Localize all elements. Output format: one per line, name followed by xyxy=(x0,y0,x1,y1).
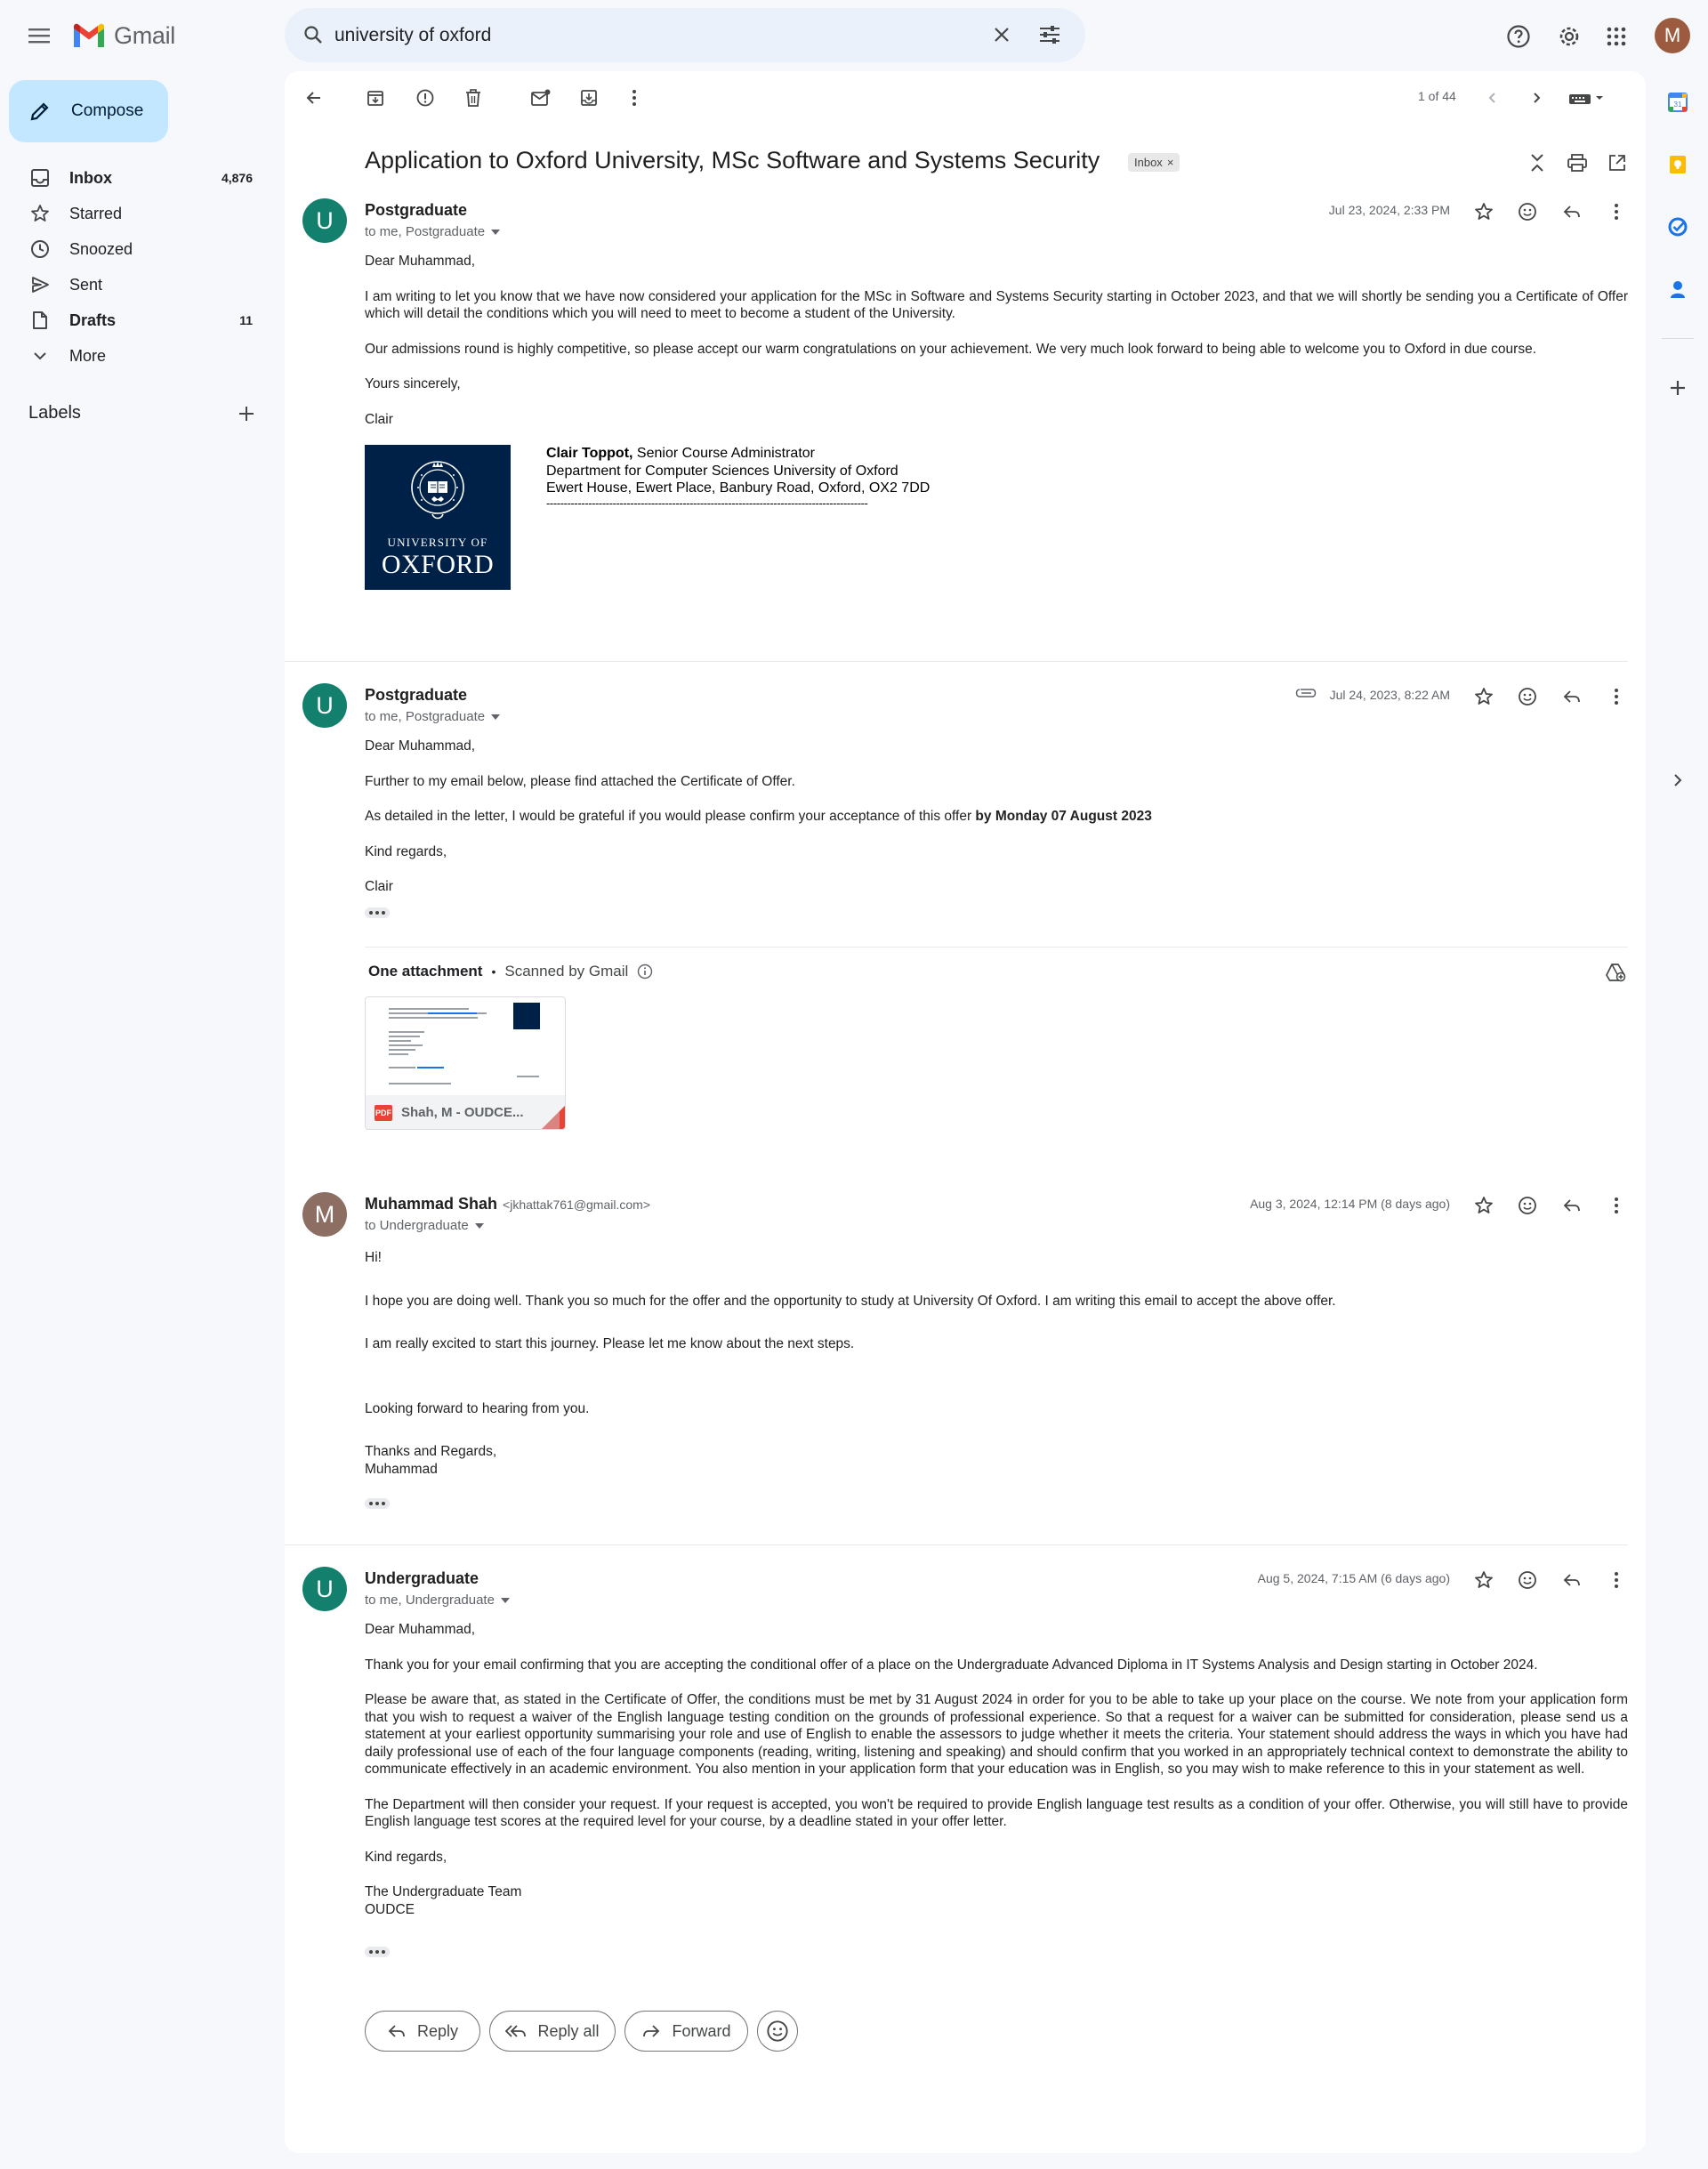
pencil-icon xyxy=(28,100,52,123)
show-trimmed-content-button[interactable] xyxy=(365,1947,390,1957)
caret-down-icon[interactable] xyxy=(474,1222,485,1230)
forward-button[interactable] xyxy=(624,2011,748,2052)
search-icon[interactable] xyxy=(299,20,327,49)
clock-icon xyxy=(30,239,50,259)
star-icon[interactable] xyxy=(1471,199,1496,224)
closing: Thanks and Regards, xyxy=(365,1444,497,1459)
email-signature xyxy=(546,445,1169,510)
search-bar[interactable] xyxy=(285,8,1085,62)
reply-all-button[interactable] xyxy=(489,2011,616,2052)
pdf-preview-thumbnail xyxy=(366,997,566,1095)
show-side-panel-chevron-icon[interactable] xyxy=(1666,769,1689,792)
reply-all-label: Reply all xyxy=(537,2021,600,2040)
pagination-count: 1 of 44 xyxy=(1418,89,1456,103)
closing: Kind regards, xyxy=(365,843,447,859)
sidebar-item-label: Sent xyxy=(69,275,103,294)
org-name: OUDCE xyxy=(365,1901,415,1917)
caret-down-icon[interactable] xyxy=(490,714,501,721)
gmail-logo[interactable] xyxy=(71,20,196,52)
app-name: Gmail xyxy=(114,21,176,49)
recipients-text: to Undergraduate xyxy=(365,1218,469,1233)
sidebar-item-snoozed[interactable] xyxy=(0,231,267,267)
contacts-icon[interactable] xyxy=(1666,278,1689,301)
more-vert-icon[interactable] xyxy=(1604,1568,1629,1592)
signoff-name: Muhammad xyxy=(365,1461,438,1477)
signature-role: Senior Course Administrator xyxy=(632,446,815,461)
attachments-header xyxy=(368,963,653,980)
message-divider xyxy=(285,661,1628,662)
add-label-icon[interactable] xyxy=(235,402,258,425)
signature-department: Department for Computer Sciences University of Oxford xyxy=(546,463,898,479)
sender-email[interactable]: <jkhattak761@gmail.com> xyxy=(503,1197,650,1212)
reply-label: Reply xyxy=(416,2021,459,2040)
sender-avatar[interactable]: U xyxy=(302,683,347,728)
account-avatar[interactable]: M xyxy=(1655,18,1690,53)
sidebar-item-label: Snoozed xyxy=(69,239,133,258)
mark-unread-icon[interactable] xyxy=(528,85,554,111)
message-date: Aug 5, 2024, 7:15 AM (6 days ago) xyxy=(1257,1571,1450,1585)
main-menu-button[interactable] xyxy=(20,18,59,53)
reply-icon[interactable] xyxy=(1559,684,1584,709)
recipients-text: to me, Postgraduate xyxy=(365,224,486,239)
message-date: Jul 23, 2024, 2:33 PM xyxy=(1328,203,1450,217)
reply-icon[interactable] xyxy=(1559,1568,1584,1592)
drafts-count: 11 xyxy=(239,313,253,327)
star-icon[interactable] xyxy=(1471,684,1496,709)
sender-avatar[interactable]: M xyxy=(302,1192,347,1237)
paragraph xyxy=(365,808,1628,826)
forward-label: Forward xyxy=(672,2021,731,2040)
sidebar-item-more[interactable] xyxy=(0,338,267,374)
recipients-text: to me, Postgraduate xyxy=(365,709,486,724)
paragraph: Please be aware that, as stated in the Certificate of Offer, the conditions must be met by 31 August 2024 in order for you to be able to take up your place on the course. We note from your application form that you wish to request a waiver of the English language testing condition on the grounds of professional experience. So that a request for a waiver can be submitted for consideration, please send us a statement at your earliest opportunity summarising your role and use of English to enable the assessors to judge whether it meets the criteria. Your statement should address the ways in which you have had daily professional use of each of the four language components (reading, writing, listening and speaking) and should confirm that you worked in an appropriately technical context to demonstrate the ability to communicate effectively in an academic environment. You also mention in your application form that your education was in English, so you may wish to make reference to this in your statement as well. xyxy=(365,1692,1628,1777)
report-spam-icon[interactable] xyxy=(412,85,439,111)
show-trimmed-content-button[interactable] xyxy=(365,1498,390,1509)
info-icon[interactable] xyxy=(637,964,653,980)
trash-icon[interactable] xyxy=(460,85,487,111)
attachment-name: Shah, M - OUDCE... xyxy=(401,1105,524,1120)
paragraph: Thank you for your email confirming that you are accepting the conditional offer of a place on the Undergraduate Advanced Diploma in IT Systems Analysis and Design starting in October 2024. xyxy=(365,1657,1538,1673)
sender-name[interactable]: Postgraduate xyxy=(365,686,468,704)
search-input[interactable] xyxy=(334,21,957,50)
newer-chevron-icon[interactable] xyxy=(1479,85,1506,111)
message-divider xyxy=(285,1544,1628,1545)
more-vert-icon[interactable] xyxy=(1604,1193,1629,1218)
signoff-name: Clair xyxy=(365,879,393,894)
signoff-name: Clair xyxy=(365,411,393,427)
gmail-m-icon xyxy=(71,22,107,49)
emoji-reaction-icon[interactable] xyxy=(1515,199,1540,224)
closing: Kind regards, xyxy=(365,1849,447,1865)
input-tools-icon[interactable] xyxy=(1566,87,1608,110)
sidebar-item-inbox[interactable] xyxy=(0,160,267,196)
chevron-down-icon xyxy=(30,346,50,366)
draft-icon xyxy=(30,310,50,330)
star-icon xyxy=(30,204,50,223)
keep-icon[interactable] xyxy=(1666,153,1689,176)
greeting: Dear Muhammad, xyxy=(365,738,476,754)
message-date: Jul 24, 2023, 8:22 AM xyxy=(1329,688,1450,702)
sender-avatar[interactable]: U xyxy=(302,1567,347,1611)
sidebar-item-drafts[interactable] xyxy=(0,302,267,338)
separator-dot-icon: • xyxy=(491,964,496,979)
reply-icon[interactable] xyxy=(1559,199,1584,224)
attachments-title: One attachment xyxy=(368,963,483,980)
inbox-label-chip[interactable] xyxy=(1128,153,1180,172)
paragraph: The Department will then consider your request. If your request is accepted, you won't be required to provide English language test results as a condition of your offer. Otherwise, you will still have to provide English language test scores at the required level for your course, by a deadline stated in your offer letter. xyxy=(365,1796,1628,1829)
forward-icon xyxy=(641,2022,661,2040)
attachment-card[interactable] xyxy=(365,996,566,1130)
sender-avatar[interactable]: U xyxy=(302,198,347,243)
paragraph: I hope you are doing well. Thank you so much for the offer and the opportunity to study at University Of Oxford. I am writing this email to accept the above offer. xyxy=(365,1293,1336,1309)
sender-name[interactable]: Muhammad Shah xyxy=(365,1195,498,1213)
compose-button[interactable] xyxy=(9,80,168,142)
help-icon[interactable] xyxy=(1503,21,1534,52)
paragraph: Our admissions round is highly competitive, so please accept our warm congratulations on your achievement. We very much look forward to being able to welcome you to Oxford in due course. xyxy=(365,341,1537,357)
open-new-window-icon[interactable] xyxy=(1604,149,1631,176)
older-chevron-icon[interactable] xyxy=(1523,85,1550,111)
message-body xyxy=(365,1621,1628,1918)
caret-down-icon[interactable] xyxy=(500,1597,511,1604)
emoji-icon xyxy=(766,2020,789,2043)
recipients[interactable] xyxy=(365,709,501,724)
greeting: Hi! xyxy=(365,1250,382,1265)
message-body xyxy=(365,738,1628,896)
label-chip-text: Inbox xyxy=(1134,156,1163,169)
closing: Yours sincerely, xyxy=(365,376,461,391)
calendar-icon[interactable] xyxy=(1666,91,1689,114)
caret-down-icon[interactable] xyxy=(490,229,501,236)
recipients[interactable] xyxy=(365,224,501,239)
star-icon[interactable] xyxy=(1471,1193,1496,1218)
star-icon[interactable] xyxy=(1471,1568,1496,1592)
signature-name: Clair Toppot, xyxy=(546,446,633,461)
message-body xyxy=(365,1249,1628,1478)
sidebar-item-label: More xyxy=(69,346,107,365)
paragraph: I am writing to let you know that we have now considered your application for the MSc in Software and Systems Security starting in October 2023, and that we will shortly be sending you a Certificate of Offer which will detail the conditions which you will need to meet to become a student of the University. xyxy=(365,288,1628,321)
rail-divider xyxy=(1662,338,1694,339)
move-to-icon[interactable] xyxy=(576,85,602,111)
signature-address: Ewert House, Ewert Place, Banbury Road, Oxford, OX2 7DD xyxy=(546,480,931,496)
paragraph-text: As detailed in the letter, I would be grateful if you would please confirm your acceptance of this offer xyxy=(365,809,976,824)
print-icon[interactable] xyxy=(1564,149,1591,176)
search-options-icon[interactable] xyxy=(1035,20,1064,49)
emoji-reaction-icon[interactable] xyxy=(1515,684,1540,709)
google-apps-icon[interactable] xyxy=(1601,21,1631,52)
show-trimmed-content-button[interactable] xyxy=(365,907,390,918)
sender-name[interactable]: Postgraduate xyxy=(365,201,468,219)
pdf-type-label: PDF xyxy=(375,1109,391,1117)
back-arrow-icon[interactable] xyxy=(301,85,327,111)
reply-icon[interactable] xyxy=(1559,1193,1584,1218)
sidebar-item-label: Inbox xyxy=(69,168,112,187)
recipients-text: to me, Undergraduate xyxy=(365,1592,495,1608)
attachment-corner-fold xyxy=(540,1104,566,1130)
add-to-drive-icon[interactable] xyxy=(1602,959,1629,986)
sender-name[interactable]: Undergraduate xyxy=(365,1569,479,1587)
message-body xyxy=(365,253,1628,428)
oxford-crest-icon xyxy=(409,456,466,530)
sender-line[interactable] xyxy=(365,1195,650,1214)
paragraph: Further to my email below, please find attached the Certificate of Offer. xyxy=(365,773,795,789)
pdf-icon xyxy=(375,1105,392,1121)
oxford-logo xyxy=(365,445,511,590)
inbox-icon xyxy=(30,168,50,188)
reply-button[interactable] xyxy=(365,2011,480,2052)
get-addons-icon[interactable] xyxy=(1666,376,1689,399)
oxford-logo-line2: OXFORD xyxy=(381,550,495,579)
emoji-reaction-button[interactable] xyxy=(757,2011,798,2052)
emoji-reaction-icon[interactable] xyxy=(1515,1568,1540,1592)
more-vert-icon[interactable] xyxy=(1604,199,1629,224)
gear-icon[interactable] xyxy=(1554,21,1584,52)
emoji-reaction-icon[interactable] xyxy=(1515,1193,1540,1218)
recipients[interactable] xyxy=(365,1592,511,1608)
sidebar-item-sent[interactable] xyxy=(0,267,267,302)
send-icon xyxy=(30,275,50,294)
archive-icon[interactable] xyxy=(362,85,389,111)
more-vert-icon[interactable] xyxy=(1604,684,1629,709)
compose-label: Compose xyxy=(71,101,144,120)
tasks-icon[interactable] xyxy=(1666,215,1689,238)
recipients[interactable] xyxy=(365,1218,485,1233)
inbox-count: 4,876 xyxy=(221,171,253,185)
more-vert-icon[interactable] xyxy=(621,85,648,111)
sidebar-item-label: Starred xyxy=(69,204,123,222)
greeting: Dear Muhammad, xyxy=(365,254,476,269)
top-bar xyxy=(0,0,1708,71)
message-date: Aug 3, 2024, 12:14 PM (8 days ago) xyxy=(1250,1197,1450,1211)
svg-text:31: 31 xyxy=(1673,101,1682,109)
oxford-logo-line1: UNIVERSITY OF xyxy=(387,536,488,549)
labels-heading: Labels xyxy=(28,403,81,423)
paragraph: Looking forward to hearing from you. xyxy=(365,1400,590,1416)
sidebar-item-starred[interactable] xyxy=(0,196,267,231)
team-name: The Undergraduate Team xyxy=(365,1884,522,1899)
deadline-text: by Monday 07 August 2023 xyxy=(975,809,1152,824)
clear-search-icon[interactable] xyxy=(987,20,1016,49)
thread-subject: Application to Oxford University, MSc Software and Systems Security xyxy=(365,147,1100,173)
greeting: Dear Muhammad, xyxy=(365,1622,476,1637)
scanned-label: Scanned by Gmail xyxy=(504,963,629,980)
reply-all-icon xyxy=(505,2022,527,2040)
remove-label-icon[interactable]: × xyxy=(1166,156,1174,169)
reply-icon xyxy=(387,2022,407,2040)
signature-rule: -------------------------------------------------------------------------------------------- xyxy=(546,496,868,510)
collapse-all-icon[interactable] xyxy=(1524,149,1551,176)
paragraph: I am really excited to start this journey. Please let me know about the next steps. xyxy=(365,1336,855,1351)
sidebar-item-label: Drafts xyxy=(69,310,117,329)
